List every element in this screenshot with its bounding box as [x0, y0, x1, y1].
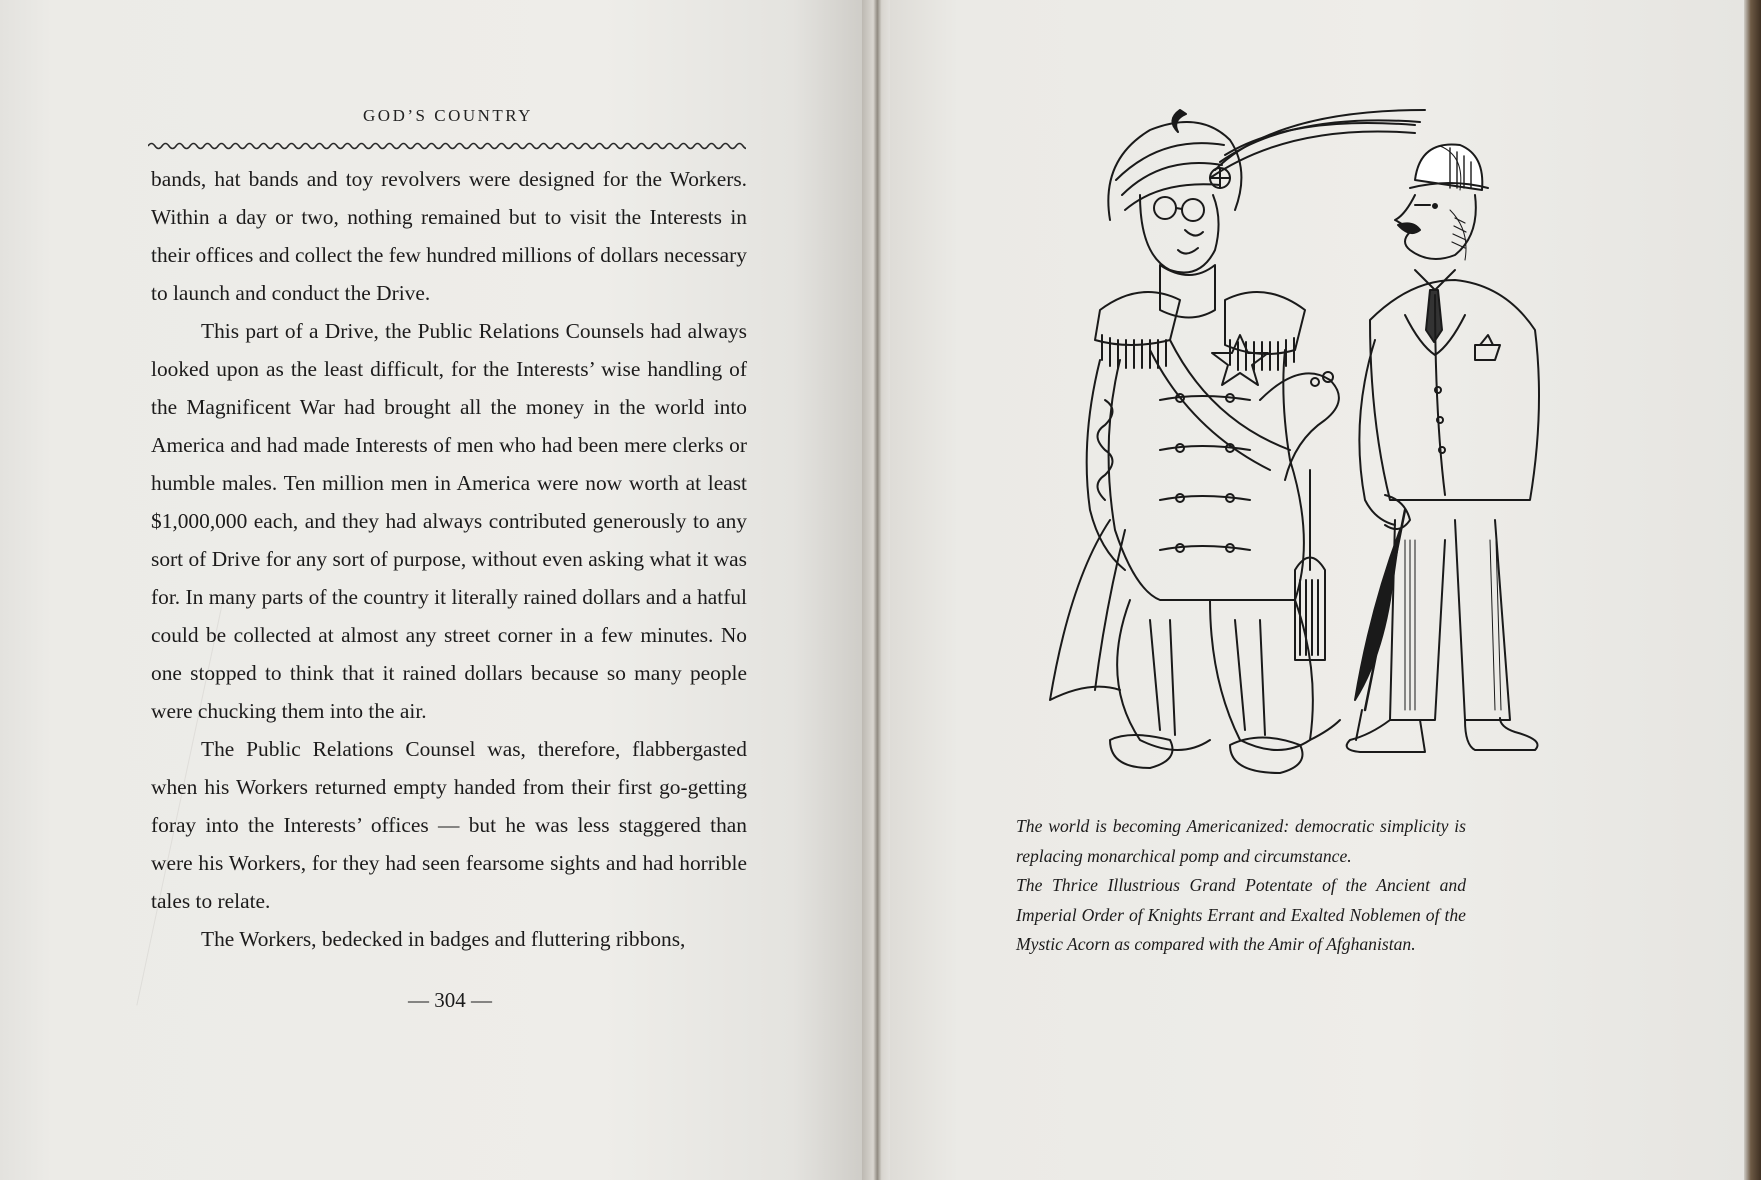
- amir-figure: [1347, 144, 1539, 752]
- paragraph: This part of a Drive, the Public Relations Counsels had always looked upon as the least difficult, for the Interests’ wise handling of the Magnificent War had brought all the money in the world into America and had made Interests of men who had been mere clerks or humble males. Ten million men in America were now worth at least $1,000,000 each, and they had always contributed generously to any sort of Drive for any sort of purpose, without even asking what it was for. In many parts of the country it literally rained dollars and a hatful could be collected at almost any street corner in a few minutes. No one stopped to think that it rained dollars because so many people were chucking them into the air.: [151, 319, 747, 723]
- caption-line: The Thrice Illustrious Grand Potentate of the Ancient and Imperial Order of Knights Errant and Exalted Noblemen of the Mystic Acorn as compared with the Amir of Afghanistan.: [1016, 875, 1466, 954]
- cover-edge: [1744, 0, 1761, 1180]
- left-page: [0, 0, 862, 1180]
- wavy-rule: [148, 138, 746, 154]
- book-gutter: [862, 0, 890, 1180]
- illustration-caption: [1016, 812, 1466, 960]
- running-head: GOD’S COUNTRY: [363, 106, 533, 125]
- page-number: — 304 —: [408, 988, 492, 1012]
- paragraph: The Public Relations Counsel was, therefore, flabbergasted when his Workers returned empty handed from their first go-getting foray into the Interests’ offices — but he was less staggered than were his Workers, for they had seen fearsome sights and had horrible tales to relate.: [151, 737, 747, 913]
- paragraph: The Workers, bedecked in badges and fluttering ribbons,: [201, 927, 686, 951]
- body-text: [151, 160, 747, 958]
- paragraph: bands, hat bands and toy revolvers were designed for the Workers. Within a day or two, nothing remained but to visit the Interests in their offices and collect the few hundred millions of dollars necessary to launch and conduct the Drive.: [151, 167, 747, 305]
- cartoon-illustration: [1010, 100, 1580, 790]
- caption-line: The world is becoming Americanized: democratic simplicity is replacing monarchical pomp and circumstance.: [1016, 816, 1466, 866]
